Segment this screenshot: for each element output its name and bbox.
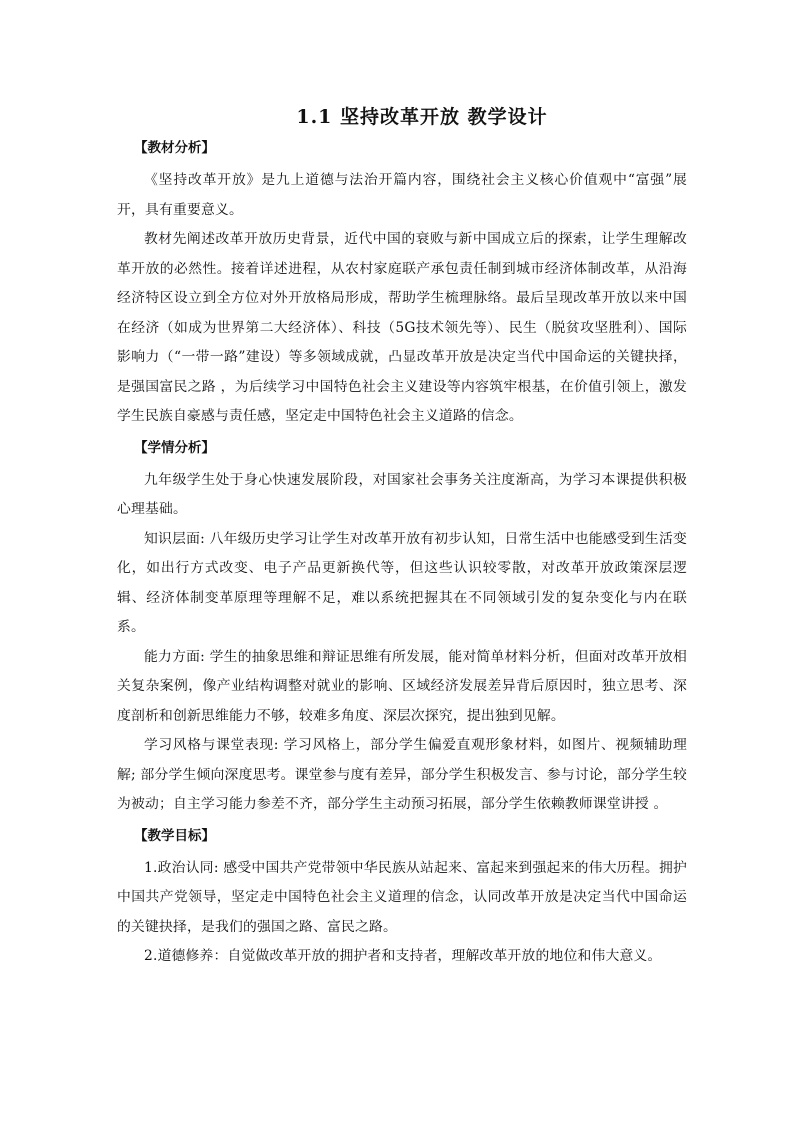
paragraph: 知识层面: 八年级历史学习让学生对改革开放有初步认知，日常生活中也能感受到生活变化，如出行方式改变、电子产品更新换代等，但这些认识较零散，对改革开放政策深层逻辑、经济体制变革原理等理解不足，难以系统把握其在不同领域引发的复杂变化与内在联系。 xyxy=(117,530,687,635)
section-heading: 【教材分析】 xyxy=(134,140,215,156)
document-title: 1.1 坚持改革开放 教学设计 xyxy=(296,106,548,128)
paragraph: 学习风格与课堂表现: 学习风格上，部分学生偏爱直观形象材料，如图片、视频辅助理解; 部分学生倾向深度思考。课堂参与度有差异，部分学生积极发言、参与讨论，部分学生较为被动；自主学习能力参差不齐，部分学生主动预习拓展，部分学生依赖教师课堂讲授 。 xyxy=(117,737,687,812)
paragraph: 九年级学生处于身心快速发展阶段，对国家社会事务关注度渐高，为学习本课提供积极心理基础。 xyxy=(117,471,687,517)
section-textbook-analysis xyxy=(117,134,687,432)
section-teaching-objectives xyxy=(117,822,687,972)
section-heading: 【学情分析】 xyxy=(134,439,215,456)
section-heading: 【教学目标】 xyxy=(134,827,215,844)
paragraph: 2.道德修养：自觉做改革开放的拥护者和支持者，理解改革开放的地位和伟大意义。 xyxy=(144,948,662,964)
section-student-analysis xyxy=(117,434,687,820)
paragraph: 教材先阐述改革开放历史背景，近代中国的衰败与新中国成立后的探索，让学生理解改革开放的必然性。接着详述进程，从农村家庭联产承包责任制到城市经济体制改革，从沿海经济特区设立到全方位对外开放格局形成，帮助学生梳理脉络。最后呈现改革开放以来中国在经济（如成为世界第二大经济体）、科技（5G技术领先等）、民生（脱贫攻坚胜利）、国际影响力（“一带一路”建设）等多领域成就，凸显改革开放是决定当代中国命运的关键抉择，是强国富民之路 ，为后续学习中国特色社会主义建设等内容筑牢根基，在价值引领上，激发学生民族自豪感与责任感，坚定走中国特色社会主义道路的信念。 xyxy=(117,231,687,424)
paragraph: 能力方面: 学生的抽象思维和辩证思维有所发展，能对简单材料分析，但面对改革开放相关复杂案例，像产业结构调整对就业的影响、区域经济发展差异背后原因时，独立思考、深度剖析和创新思维能力不够，较难多角度、深层次探究，提出独到见解。 xyxy=(117,648,687,724)
paragraph: 1.政治认同: 感受中国共产党带领中华民族从站起来、富起来到强起来的伟大历程。拥护中国共产党领导，坚定走中国特色社会主义道理的信念，认同改革开放是决定当代中国命运的关键抉择，是我们的强国之路、富民之路。 xyxy=(117,859,687,935)
paragraph: 《坚持改革开放》是九上道德与法治开篇内容，围绕社会主义核心价值观中“富强”展开，具有重要意义。 xyxy=(117,172,687,218)
document-page xyxy=(117,100,687,974)
